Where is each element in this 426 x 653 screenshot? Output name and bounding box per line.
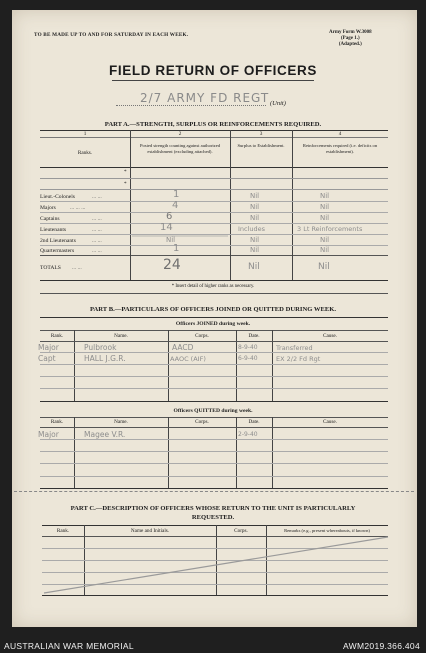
joined-name: HALL J.G.R. bbox=[84, 354, 126, 363]
joined-header-cause: Cause. bbox=[323, 333, 337, 339]
posted-value: 14 bbox=[160, 222, 173, 233]
rank-dots: ... ... bbox=[92, 216, 102, 222]
posted-value: Nil bbox=[166, 236, 176, 244]
joined-header-rank: Rank. bbox=[50, 333, 64, 339]
posted-value: 4 bbox=[172, 200, 179, 211]
unit-handwritten: 2/7 ARMY FD REGT bbox=[140, 91, 270, 105]
totals-reinforcements: Nil bbox=[318, 262, 330, 272]
surplus-value: Includes bbox=[238, 225, 266, 233]
col-header-reinforcements: Reinforcements required (i.e. deficits on establishment). bbox=[302, 143, 378, 154]
reinforcements-value: 3 Lt Reinforcements bbox=[297, 225, 363, 233]
part-c-title-line-2: REQUESTED. bbox=[191, 514, 235, 521]
posted-value: 1 bbox=[173, 189, 180, 200]
surplus-value: Nil bbox=[250, 246, 260, 254]
quitted-rank: Major bbox=[38, 430, 59, 439]
star-row-1: * bbox=[124, 169, 127, 175]
col-number-1: 1 bbox=[83, 131, 87, 137]
surplus-value: Nil bbox=[250, 192, 260, 200]
posted-value: 6 bbox=[166, 211, 173, 222]
joined-date: 6-9-40 bbox=[238, 355, 258, 362]
quitted-header-corps: Corps. bbox=[195, 419, 209, 425]
joined-rank: Capt bbox=[38, 354, 56, 363]
quitted-name: Magee V.R. bbox=[84, 430, 126, 439]
joined-header-corps: Corps. bbox=[195, 333, 209, 339]
rank-label: Captains bbox=[40, 216, 60, 222]
quitted-header-date: Date. bbox=[248, 419, 260, 425]
part-c-header-name: Name and Initials. bbox=[130, 528, 170, 534]
footer-institution: AUSTRALIAN WAR MEMORIAL bbox=[4, 641, 134, 651]
page-title: FIELD RETURN OF OFFICERS bbox=[109, 63, 317, 78]
rank-dots: ... ... bbox=[92, 194, 102, 200]
totals-label: TOTALS bbox=[40, 265, 61, 271]
rank-label: 2nd Lieutenants bbox=[40, 238, 76, 244]
part-c-strike-line bbox=[44, 537, 388, 593]
joined-cause: Transferred bbox=[276, 344, 313, 352]
joined-header-date: Date. bbox=[248, 333, 260, 339]
col-header-posted: Posted strength counting against authorized establishment (excluding attached). bbox=[139, 143, 221, 154]
footer-accession: AWM2019.366.404 bbox=[343, 641, 420, 651]
posted-value: 1 bbox=[173, 243, 180, 254]
rank-label: Lieutenants bbox=[40, 227, 67, 233]
part-c-header-corps: Corps. bbox=[234, 528, 248, 534]
joined-rank: Major bbox=[38, 343, 59, 352]
rank-dots: ... ... bbox=[92, 227, 102, 233]
quitted-date: 2-9-40 bbox=[238, 431, 258, 438]
part-a-title: PART A.—STRENGTH, SURPLUS OR REINFORCEMENTS REQUIRED. bbox=[104, 121, 322, 128]
rank-dots: ... ... bbox=[92, 238, 102, 244]
reinforcements-value: Nil bbox=[320, 203, 330, 211]
rank-dots: ... ... bbox=[92, 248, 102, 254]
totals-posted: 24 bbox=[163, 257, 181, 273]
joined-name: Pulbrook bbox=[84, 343, 117, 352]
col-header-surplus: Surplus to Establishment. bbox=[237, 143, 285, 148]
col-header-ranks: Ranks. bbox=[77, 150, 93, 156]
rank-label: Majors bbox=[40, 205, 56, 211]
quitted-header-cause: Cause. bbox=[323, 419, 337, 425]
totals-surplus: Nil bbox=[248, 262, 260, 272]
joined-title: Officers JOINED during week. bbox=[175, 321, 251, 327]
surplus-value: Nil bbox=[250, 236, 260, 244]
reinforcements-value: Nil bbox=[320, 246, 330, 254]
rank-label: Lieut.-Colonels bbox=[40, 194, 75, 200]
part-c-header-remarks: Remarks (e.g., present whereabouts, if known) bbox=[284, 528, 370, 533]
part-c-title-line-1: PART C.—DESCRIPTION OF OFFICERS WHOSE RETURN TO THE UNIT IS PARTICULARLY bbox=[70, 505, 356, 512]
reinforcements-value: Nil bbox=[320, 236, 330, 244]
quitted-header-rank: Rank. bbox=[50, 419, 64, 425]
joined-date: 8-9-40 bbox=[238, 344, 258, 351]
col-number-3: 3 bbox=[259, 131, 263, 137]
joined-corps: AAOC (AIF) bbox=[170, 355, 206, 363]
form-number: Army Form W.3008 bbox=[329, 30, 372, 35]
totals-dots: ... ... bbox=[72, 265, 82, 271]
star-row-2: * bbox=[124, 181, 127, 187]
joined-corps: AACD bbox=[172, 343, 194, 352]
quitted-title: Officers QUITTED during week. bbox=[173, 408, 253, 414]
joined-header-name: Name. bbox=[114, 333, 128, 339]
unit-label: (Unit) bbox=[270, 100, 286, 107]
joined-cause: EX 2/2 Fd Rgt bbox=[276, 355, 321, 363]
part-c-header-rank: Rank. bbox=[56, 528, 70, 534]
form-adapted: (Adapted.) bbox=[338, 42, 362, 47]
rank-label: Quartermasters bbox=[40, 248, 75, 254]
surplus-value: Nil bbox=[250, 214, 260, 222]
reinforcements-value: Nil bbox=[320, 192, 330, 200]
part-a-note: * Insert detail of higher ranks as necessary. bbox=[171, 284, 255, 289]
col-number-4: 4 bbox=[338, 131, 342, 137]
header-instruction: TO BE MADE UP TO AND FOR SATURDAY IN EACH WEEK. bbox=[34, 32, 189, 38]
surplus-value: Nil bbox=[250, 203, 260, 211]
part-b-title: PART B.—PARTICULARS OF OFFICERS JOINED OR QUITTED DURING WEEK. bbox=[89, 306, 337, 313]
reinforcements-value: Nil bbox=[320, 214, 330, 222]
rank-dots: ... ... ... bbox=[70, 205, 86, 211]
quitted-header-name: Name. bbox=[114, 419, 128, 425]
col-number-2: 2 bbox=[178, 131, 182, 137]
form-page: (Page 1.) bbox=[341, 36, 360, 41]
